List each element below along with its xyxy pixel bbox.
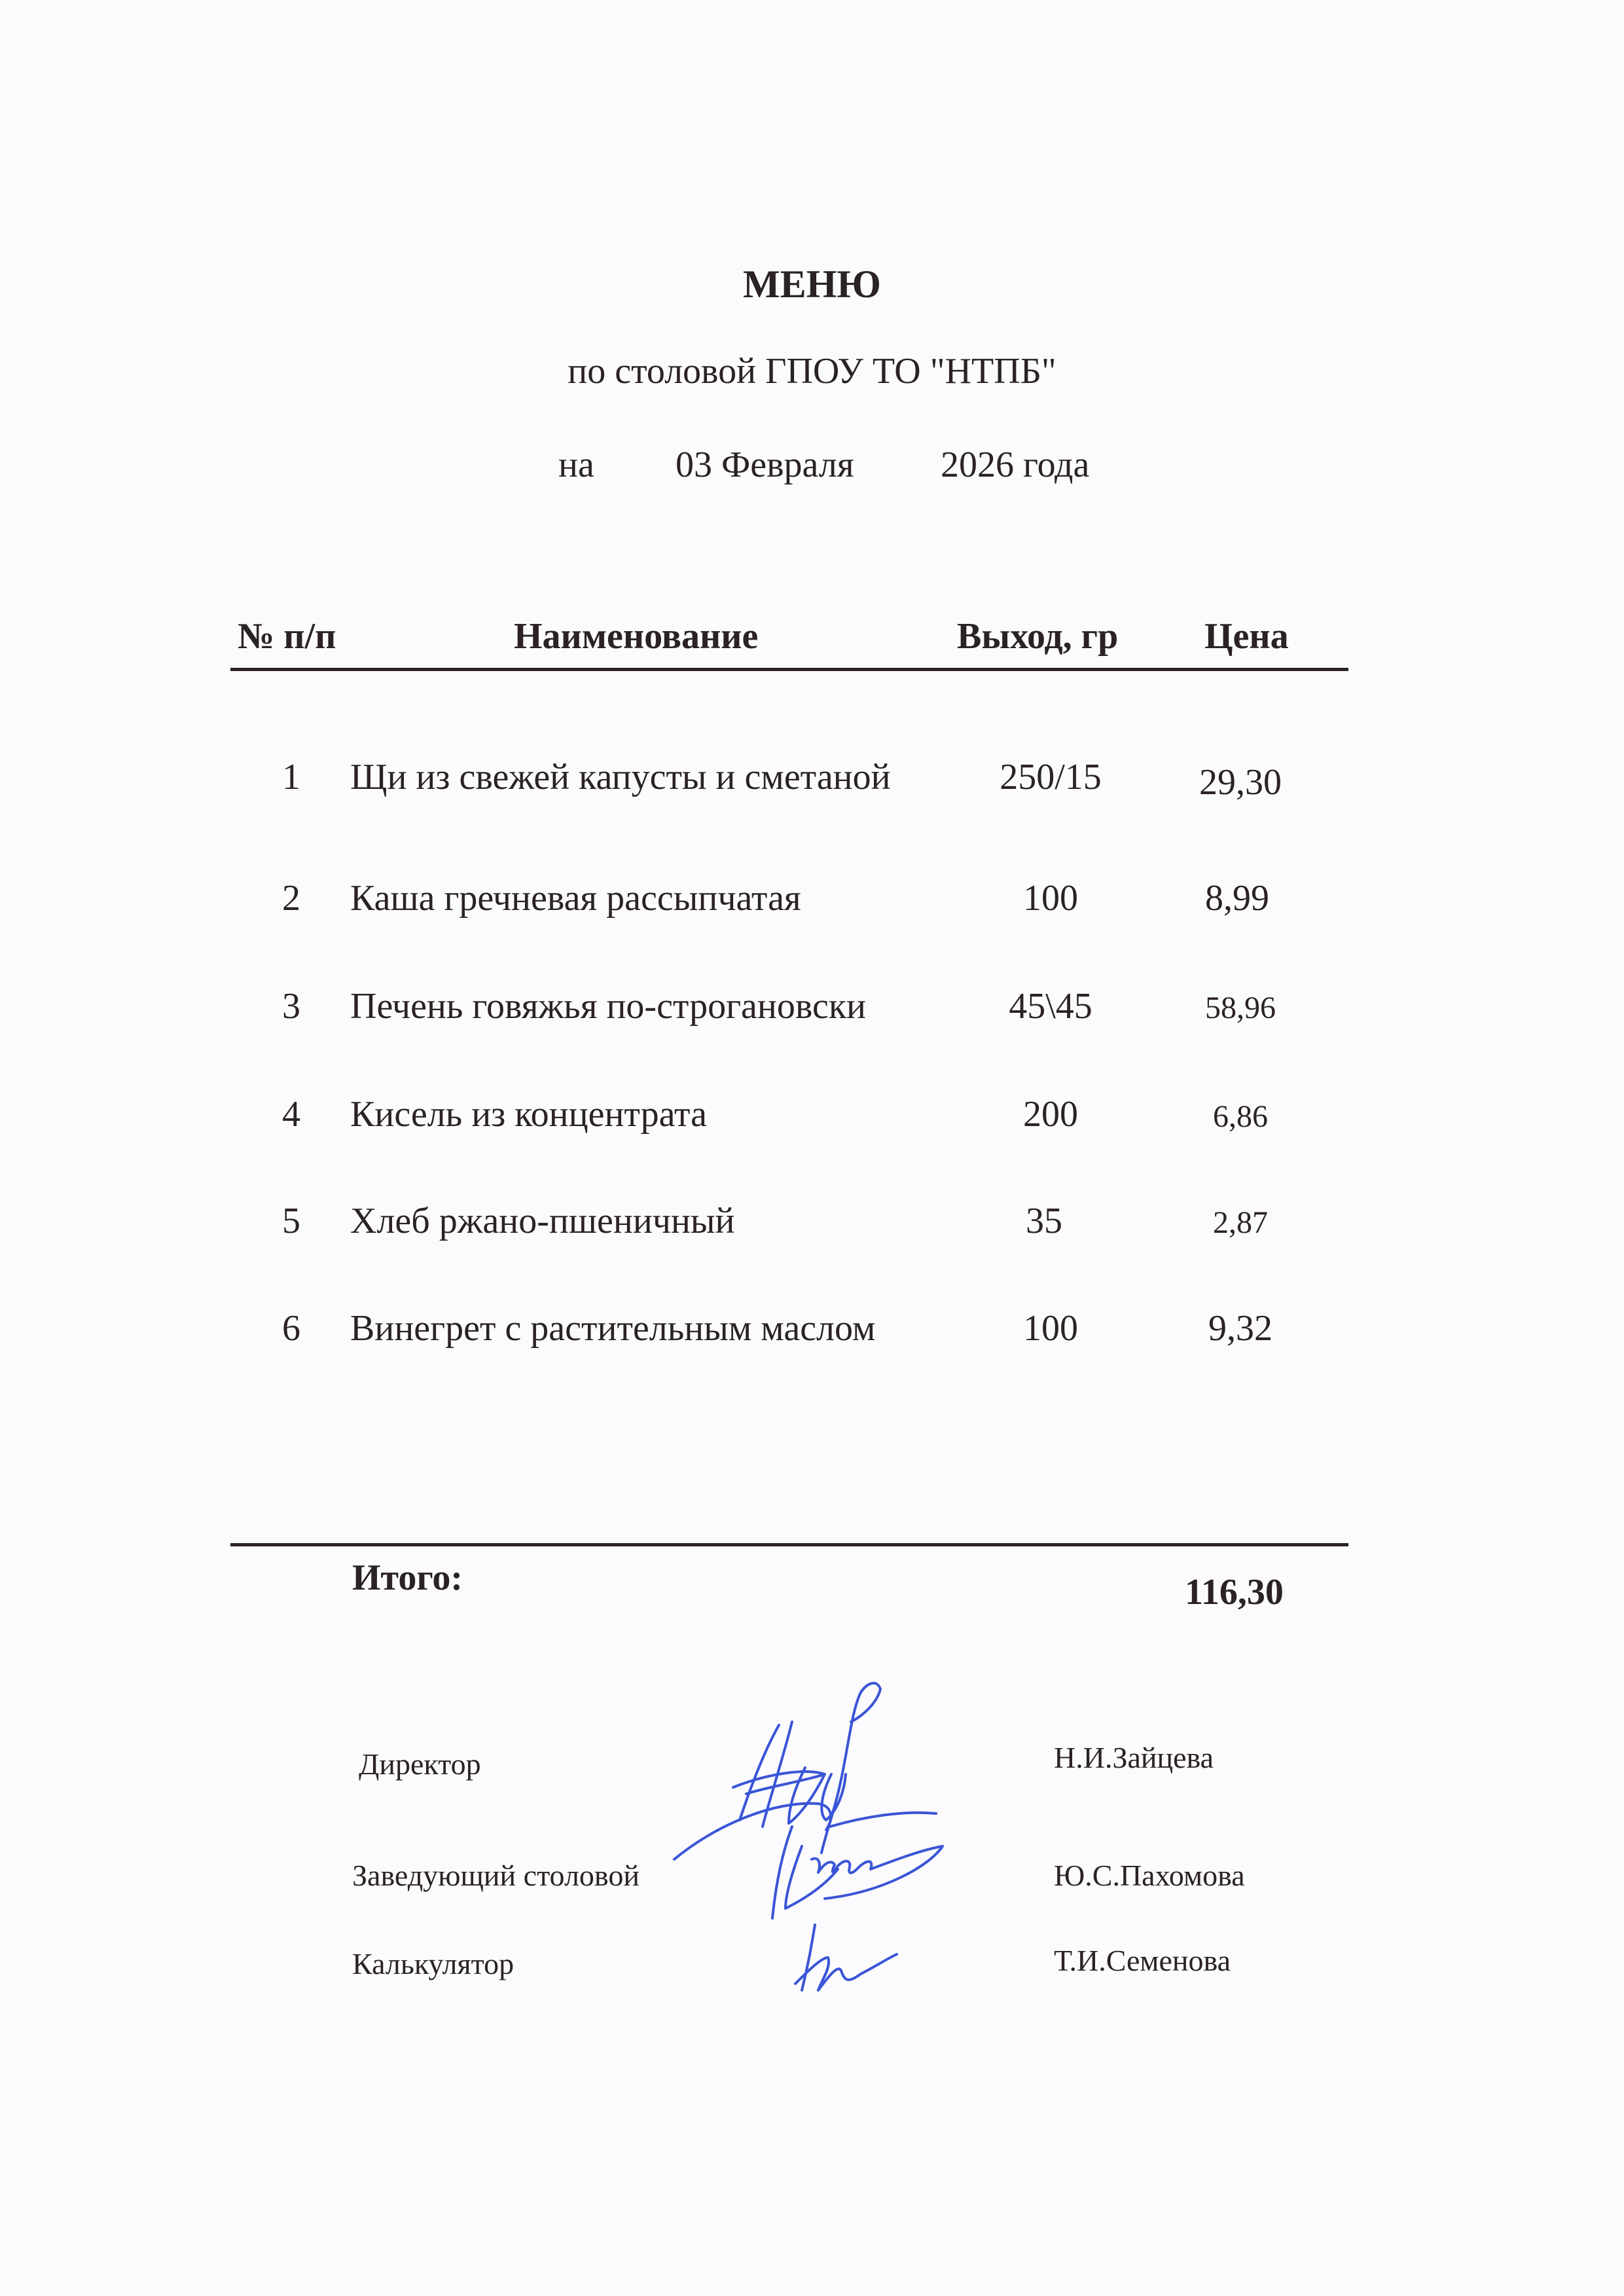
signature-name-calculator: Т.И.Семенова: [1054, 1944, 1231, 1977]
row-yield: 100: [1023, 878, 1078, 919]
row-yield: 200: [1023, 1094, 1078, 1135]
document-subtitle: по столовой ГПОУ ТО "НТПБ": [568, 351, 1056, 392]
row-yield: 45\45: [1009, 986, 1092, 1027]
total-label: Итого:: [352, 1558, 463, 1598]
row-name: Винегрет с растительным маслом: [350, 1308, 876, 1349]
date-year: 2026 года: [941, 445, 1090, 485]
row-number: 3: [282, 986, 300, 1027]
row-yield: 100: [1023, 1308, 1078, 1349]
header-name: Наименование: [514, 616, 759, 657]
signature-role-canteen-head: Заведующий столовой: [352, 1859, 640, 1892]
row-number: 4: [282, 1094, 300, 1135]
row-price: 29,30: [1199, 762, 1282, 803]
row-name: Печень говяжья по-строгановски: [350, 986, 867, 1027]
row-price: 58,96: [1205, 991, 1276, 1025]
header-price: Цена: [1204, 616, 1289, 657]
signature-name-canteen-head: Ю.С.Пахомова: [1054, 1859, 1245, 1892]
date-day-month: 03 Февраля: [676, 445, 854, 485]
total-rule: [230, 1543, 1348, 1546]
row-yield: 35: [1026, 1201, 1062, 1241]
row-number: 2: [282, 878, 300, 919]
row-name: Щи из свежей капусты и сметаной: [350, 757, 891, 797]
canteen-head-signature: [766, 1820, 975, 1931]
row-price: 9,32: [1208, 1308, 1272, 1349]
header-number: № п/п: [238, 616, 336, 657]
row-name: Каша гречневая рассыпчатая: [350, 878, 801, 919]
row-number: 5: [282, 1201, 300, 1241]
signature-role-director: Директор: [359, 1747, 481, 1781]
row-name: Хлеб ржано-пшеничный: [350, 1201, 735, 1241]
row-yield: 250/15: [1000, 757, 1102, 797]
signature-role-calculator: Калькулятор: [352, 1947, 514, 1980]
total-value: 116,30: [1185, 1572, 1284, 1613]
signature-name-director: Н.И.Зайцева: [1054, 1741, 1214, 1774]
row-price: 6,86: [1213, 1099, 1268, 1134]
header-yield: Выход, гр: [957, 616, 1119, 657]
row-price: 8,99: [1205, 878, 1269, 919]
date-prefix: на: [558, 445, 594, 485]
document-title: МЕНЮ: [743, 263, 881, 306]
row-number: 6: [282, 1308, 300, 1349]
row-number: 1: [282, 757, 300, 797]
row-name: Кисель из концентрата: [350, 1094, 707, 1135]
row-price: 2,87: [1213, 1205, 1268, 1240]
calculator-signature: [782, 1918, 913, 2010]
header-rule: [230, 668, 1348, 671]
